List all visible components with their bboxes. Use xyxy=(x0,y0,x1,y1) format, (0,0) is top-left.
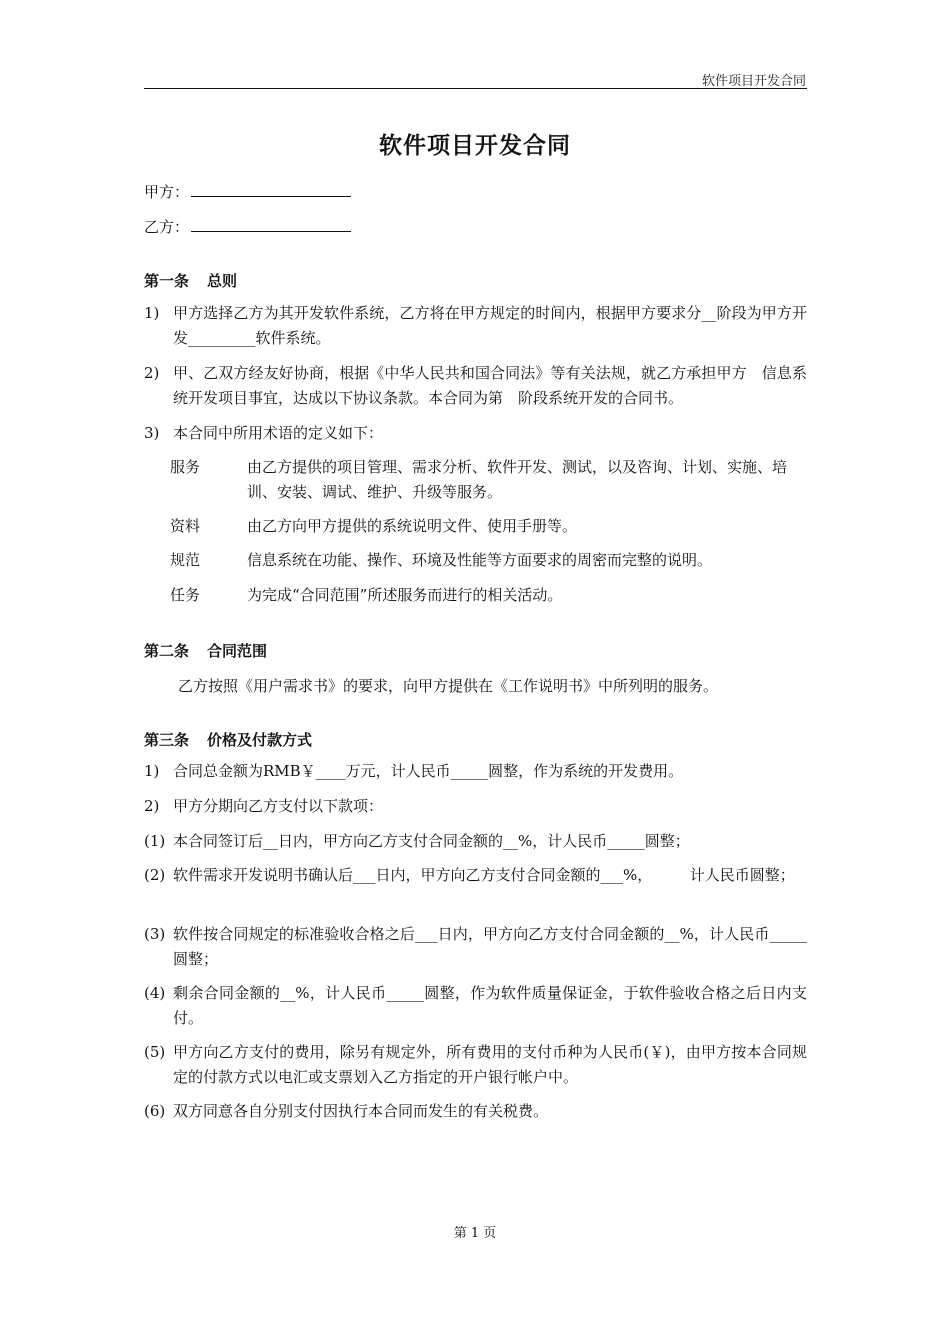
section-number: 第三条 xyxy=(144,731,190,749)
payment-item xyxy=(144,1099,807,1124)
payment-item xyxy=(144,1040,807,1090)
clause-number: 3) xyxy=(144,424,160,442)
term-definition xyxy=(170,548,807,573)
clause-text: 甲、乙双方经友好协商，根据《中华人民共和国合同法》等有关法规，就乙方承担甲方 信息系统开发项目事宜，达成以下协议条款。本合同为第 阶段系统开发的合同书。 xyxy=(173,364,807,407)
payment-item xyxy=(144,794,807,819)
clause-number: 1) xyxy=(144,762,160,780)
document-title: 软件项目开发合同 xyxy=(379,133,571,159)
clause-number: (2) xyxy=(144,866,166,884)
term-name: 任务 xyxy=(170,586,201,604)
clause-text: 甲方选择乙方为其开发软件系统，乙方将在甲方规定的时间内，根据甲方要求分__阶段为甲方开发_________软件系统。 xyxy=(173,304,807,347)
section-1-heading xyxy=(144,270,237,291)
clause-item xyxy=(144,301,807,351)
clause-text: 甲方向乙方支付的费用，除另有规定外，所有费用的支付币种为人民币(￥)，由甲方按本合同规定的付款方式以电汇或支票划入乙方指定的开户银行帐户中。 xyxy=(173,1043,807,1086)
term-text: 由乙方提供的项目管理、需求分析、软件开发、测试，以及咨询、计划、实施、培训、安装、调试、维护、升级等服务。 xyxy=(247,458,788,501)
clause-number: (3) xyxy=(144,925,166,943)
scope-paragraph: 乙方按照《用户需求书》的要求，向甲方提供在《工作说明书》中所列明的服务。 xyxy=(178,677,719,695)
clause-text: 合同总金额为RMB￥____万元，计人民币_____圆整，作为系统的开发费用。 xyxy=(173,762,684,780)
section-title: 价格及付款方式 xyxy=(207,731,313,749)
section-title: 总则 xyxy=(207,272,238,290)
term-definition xyxy=(170,455,807,505)
payment-item xyxy=(144,922,807,972)
clause-number: (4) xyxy=(144,984,166,1002)
clause-item xyxy=(144,361,807,411)
page-number: 第 1 页 xyxy=(453,1226,497,1241)
term-definition xyxy=(170,514,807,539)
term-name: 规范 xyxy=(170,551,201,569)
clause-text: 本合同中所用术语的定义如下： xyxy=(173,424,384,442)
payment-item xyxy=(144,759,807,784)
clause-number: (1) xyxy=(144,832,166,850)
running-header: 软件项目开发合同 xyxy=(701,74,806,89)
section-number: 第一条 xyxy=(144,272,190,290)
clause-text: 本合同签订后__日内，甲方向乙方支付合同金额的__%，计人民币_____圆整； xyxy=(173,832,690,850)
party-a-field xyxy=(144,181,351,202)
party-a-blank xyxy=(191,182,351,197)
term-name: 服务 xyxy=(170,458,201,476)
clause-number: 2) xyxy=(144,797,160,815)
clause-text: 甲方分期向乙方支付以下款项： xyxy=(173,797,384,815)
party-b-label: 乙方： xyxy=(144,218,190,236)
clause-text: 软件按合同规定的标准验收合格之后___日内，甲方向乙方支付合同金额的__%，计人民币_____圆整； xyxy=(173,925,807,968)
payment-item xyxy=(144,981,807,1031)
section-3-heading xyxy=(144,729,312,750)
term-definition xyxy=(170,583,807,608)
section-number: 第二条 xyxy=(144,642,190,660)
clause-item xyxy=(144,421,807,446)
party-a-label: 甲方： xyxy=(144,183,190,201)
payment-item xyxy=(144,863,807,888)
term-name: 资料 xyxy=(170,517,201,535)
party-b-blank xyxy=(191,217,351,232)
term-text: 为完成“合同范围”所述服务而进行的相关活动。 xyxy=(247,586,563,604)
clause-text: 软件需求开发说明书确认后___日内，甲方向乙方支付合同金额的___%， 计人民币圆整； xyxy=(173,866,795,884)
header-rule xyxy=(144,88,807,89)
clause-number: (5) xyxy=(144,1043,166,1061)
clause-text: 双方同意各自分别支付因执行本合同而发生的有关税费。 xyxy=(173,1102,549,1120)
clause-number: 1) xyxy=(144,304,160,322)
term-text: 由乙方向甲方提供的系统说明文件、使用手册等。 xyxy=(247,517,578,535)
section-2-heading xyxy=(144,640,267,661)
payment-item xyxy=(144,829,807,854)
clause-text: 剩余合同金额的__%，计人民币_____圆整，作为软件质量保证金，于软件验收合格之后日内支付。 xyxy=(173,984,807,1027)
party-b-field xyxy=(144,216,351,237)
term-text: 信息系统在功能、操作、环境及性能等方面要求的周密而完整的说明。 xyxy=(247,551,713,569)
clause-number: 2) xyxy=(144,364,160,382)
section-title: 合同范围 xyxy=(207,642,268,660)
clause-number: (6) xyxy=(144,1102,166,1120)
